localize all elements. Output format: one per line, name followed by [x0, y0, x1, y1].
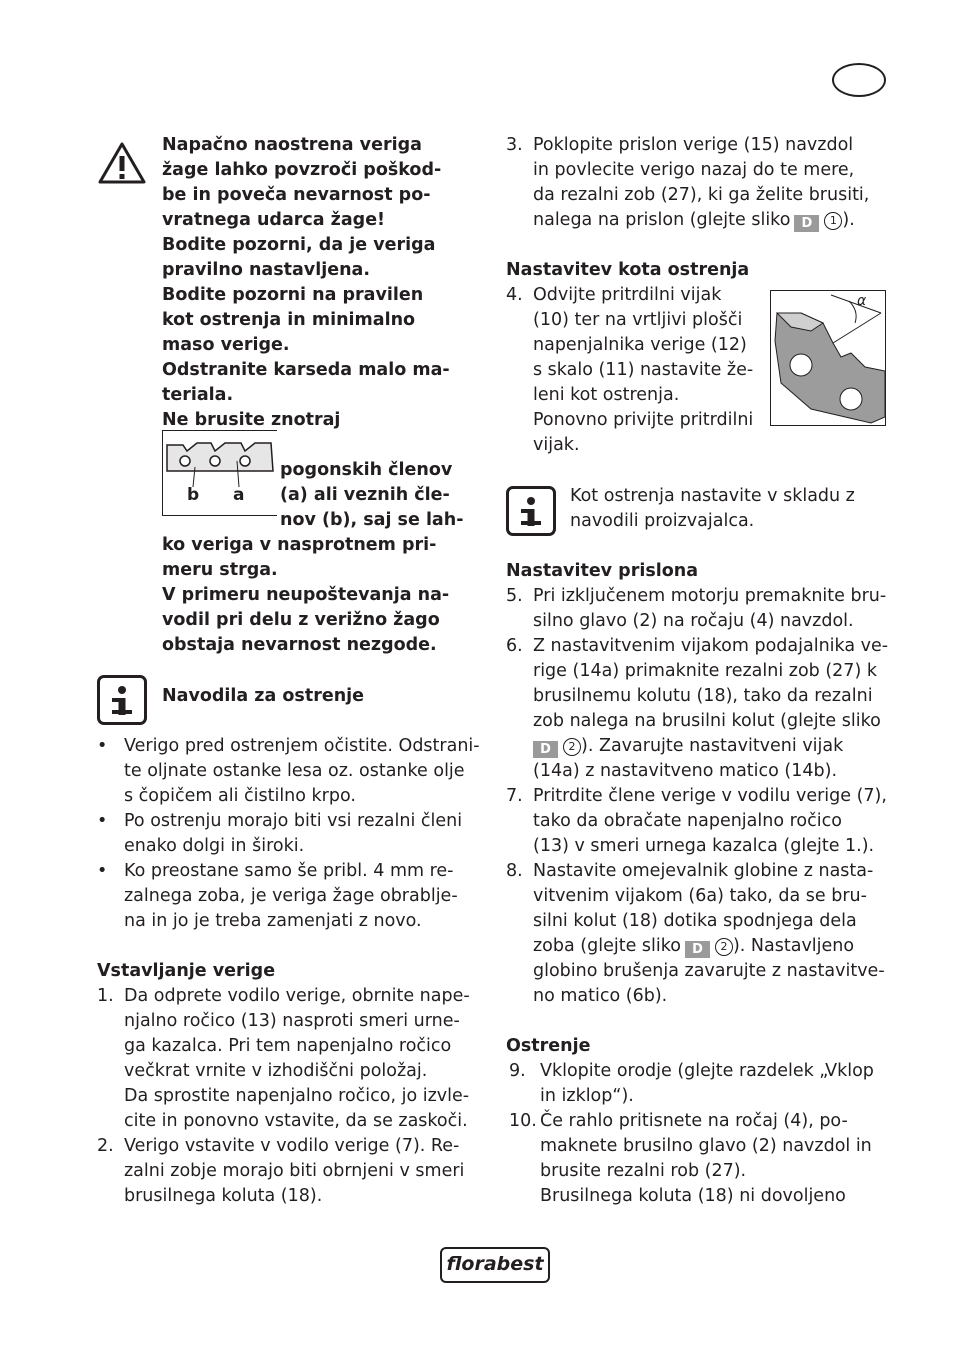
info-note-line: navodili proizvajalca. — [570, 511, 755, 531]
warning-line: V primeru neupoštevanja na- — [162, 585, 450, 605]
list-line: da rezalni zob (27), ki ga želite brusiti, — [533, 185, 870, 205]
warning-line: teriala. — [162, 385, 234, 405]
list-number: 3. — [506, 135, 523, 155]
list-line: (13) v smeri urnega kazalca (glejte 1.). — [533, 836, 875, 856]
warning-line: pogonskih členov — [280, 460, 453, 480]
chain-links-figure — [162, 430, 277, 516]
list-line: Pri izključenem motorju premaknite bru- — [533, 586, 887, 606]
list-line: (10) ter na vrtljivi plošči — [533, 310, 743, 330]
list-number: 1. — [97, 986, 114, 1006]
list-line: napenjalnika verige (12) — [533, 335, 747, 355]
list-line-text: nalega na prislon (glejte sliko — [533, 210, 791, 230]
brand-logo: florabest — [440, 1247, 550, 1283]
warning-line: obstaja nevarnost nezgode. — [162, 635, 437, 655]
bullet-dot: • — [97, 736, 108, 756]
list-line: vitvenim vijakom (6a) tako, da se bru- — [533, 886, 867, 906]
list-line: tako da obračate napenjalno ročico — [533, 811, 842, 831]
figure-ref-circled-number: 1 — [824, 212, 842, 230]
list-line: brusilnega koluta (18). — [124, 1186, 323, 1206]
list-line: Verigo vstavite v vodilo verige (7). Re- — [124, 1136, 460, 1156]
warning-line: Odstranite karseda malo ma- — [162, 360, 450, 380]
figure-label-b: b — [187, 485, 200, 505]
warning-line: žage lahko povzroči poškod- — [162, 160, 442, 180]
list-line: s skalo (11) nastavite že- — [533, 360, 754, 380]
list-number: 2. — [97, 1136, 114, 1156]
bullet-line: enako dolgi in široki. — [124, 836, 305, 856]
warning-line: vodil pri delu z verižno žago — [162, 610, 440, 630]
section-title-sharpening: Ostrenje — [506, 1036, 591, 1056]
list-line: Nastavite omejevalnik globine z nasta- — [533, 861, 874, 881]
angle-label: α — [857, 293, 867, 309]
list-line-text: ). Nastavljeno — [732, 936, 855, 956]
warning-line: kot ostrenja in minimalno — [162, 310, 416, 330]
list-line: Če rahlo pritisnete na ročaj (4), po- — [540, 1111, 848, 1131]
info-icon — [97, 675, 147, 725]
list-number: 5. — [506, 586, 523, 606]
list-number: 7. — [506, 786, 523, 806]
list-line: Pritrdite člene verige v vodilu verige (7), — [533, 786, 887, 806]
section-title-angle: Nastavitev kota ostrenja — [506, 260, 750, 280]
figure-ref-circled-number: 2 — [563, 738, 581, 756]
info-icon — [506, 486, 556, 536]
figure-ref-circled-number: 2 — [715, 938, 733, 956]
section-title-sharpening-instructions: Navodila za ostrenje — [162, 686, 365, 706]
list-number: 9. — [509, 1061, 526, 1081]
list-line-text: ). Zavarujte nastavitveni vijak — [581, 736, 844, 756]
warning-line: ko veriga v nasprotnem pri- — [162, 535, 437, 555]
list-line: in povlecite verigo nazaj do te mere, — [533, 160, 855, 180]
warning-line: meru strga. — [162, 560, 278, 580]
figure-ref-badge: D — [685, 941, 710, 958]
list-line: ga kazalca. Pri tem napenjalno ročico — [124, 1036, 452, 1056]
list-line — [533, 734, 843, 759]
warning-line: vratnega udarca žage! — [162, 210, 386, 230]
sharpening-angle-figure — [770, 290, 886, 426]
list-line-text: zoba (glejte sliko — [533, 936, 681, 956]
list-line: brusilnemu kolutu (18), tako da rezalni — [533, 686, 873, 706]
bullet-dot: • — [97, 861, 108, 881]
list-line: zob nalega na brusilni kolut (glejte sliko — [533, 711, 881, 731]
list-number: 6. — [506, 636, 523, 656]
list-line: maknete brusilno glavo (2) navzdol in — [540, 1136, 872, 1156]
list-line: (14a) z nastavitveno matico (14b). — [533, 761, 838, 781]
language-badge — [832, 63, 886, 97]
warning-line: Napačno naostrena veriga — [162, 135, 422, 155]
warning-line: Bodite pozorni, da je veriga — [162, 235, 436, 255]
list-line-text: ). — [842, 210, 855, 230]
warning-line: Bodite pozorni na pravilen — [162, 285, 424, 305]
list-number: 4. — [506, 285, 523, 305]
list-line: Da odprete vodilo verige, obrnite nape- — [124, 986, 470, 1006]
list-line: silni kolut (18) dotika spodnjega dela — [533, 911, 857, 931]
warning-line: pravilno nastavljena. — [162, 260, 370, 280]
warning-line: Ne brusite znotraj — [162, 410, 341, 430]
list-line — [533, 208, 855, 233]
bullet-line: te oljnate ostanke lesa oz. ostanke olje — [124, 761, 465, 781]
figure-label-a: a — [233, 485, 245, 505]
list-number: 10. — [509, 1111, 537, 1131]
warning-line: be in poveča nevarnost po- — [162, 185, 431, 205]
info-note-line: Kot ostrenja nastavite v skladu z — [570, 486, 855, 506]
section-title-stop: Nastavitev prislona — [506, 561, 699, 581]
list-line: večkrat vrnite v izhodiščni položaj. — [124, 1061, 428, 1081]
list-line: njalno ročico (13) nasproti smeri urne- — [124, 1011, 460, 1031]
list-line: Poklopite prislon verige (15) navzdol — [533, 135, 854, 155]
list-line: zalni zobje morajo biti obrnjeni v smeri — [124, 1161, 465, 1181]
warning-triangle-icon — [97, 141, 147, 185]
list-line: silno glavo (2) na ročaju (4) navzdol. — [533, 611, 854, 631]
bullet-dot: • — [97, 811, 108, 831]
list-line: Vklopite orodje (glejte razdelek „Vklop — [540, 1061, 874, 1081]
list-line: globino brušenja zavarujte z nastavitve- — [533, 961, 885, 981]
bullet-line: Po ostrenju morajo biti vsi rezalni členi — [124, 811, 463, 831]
list-line: Brusilnega koluta (18) ni dovoljeno — [540, 1186, 846, 1206]
figure-ref-badge: D — [533, 741, 558, 758]
warning-line: maso verige. — [162, 335, 290, 355]
section-title-chain-insertion: Vstavljanje verige — [97, 961, 276, 981]
list-line — [533, 934, 854, 959]
list-line: vijak. — [533, 435, 580, 455]
list-line: no matico (6b). — [533, 986, 668, 1006]
list-line: cite in ponovno vstavite, da se zaskoči. — [124, 1111, 468, 1131]
bullet-line: na in jo je treba zamenjati z novo. — [124, 911, 422, 931]
warning-line: nov (b), saj se lah- — [280, 510, 464, 530]
list-line: in izklop“). — [540, 1086, 634, 1106]
list-line: Da sprostite napenjalno ročico, jo izvle- — [124, 1086, 470, 1106]
warning-line: (a) ali veznih čle- — [280, 485, 450, 505]
list-line: brusite rezalni rob (27). — [540, 1161, 747, 1181]
list-line: Z nastavitvenim vijakom podajalnika ve- — [533, 636, 889, 656]
bullet-line: s čopičem ali čistilno krpo. — [124, 786, 356, 806]
bullet-line: Ko preostane samo še pribl. 4 mm re- — [124, 861, 454, 881]
list-line: Odvijte pritrdilni vijak — [533, 285, 722, 305]
list-line: rige (14a) primaknite rezalni zob (27) k — [533, 661, 877, 681]
list-line: leni kot ostrenja. — [533, 385, 680, 405]
bullet-line: Verigo pred ostrenjem očistite. Odstrani- — [124, 736, 480, 756]
list-line: Ponovno privijte pritrdilni — [533, 410, 754, 430]
figure-ref-badge: D — [794, 215, 819, 232]
bullet-line: zalnega zoba, je veriga žage obrablje- — [124, 886, 458, 906]
list-number: 8. — [506, 861, 523, 881]
